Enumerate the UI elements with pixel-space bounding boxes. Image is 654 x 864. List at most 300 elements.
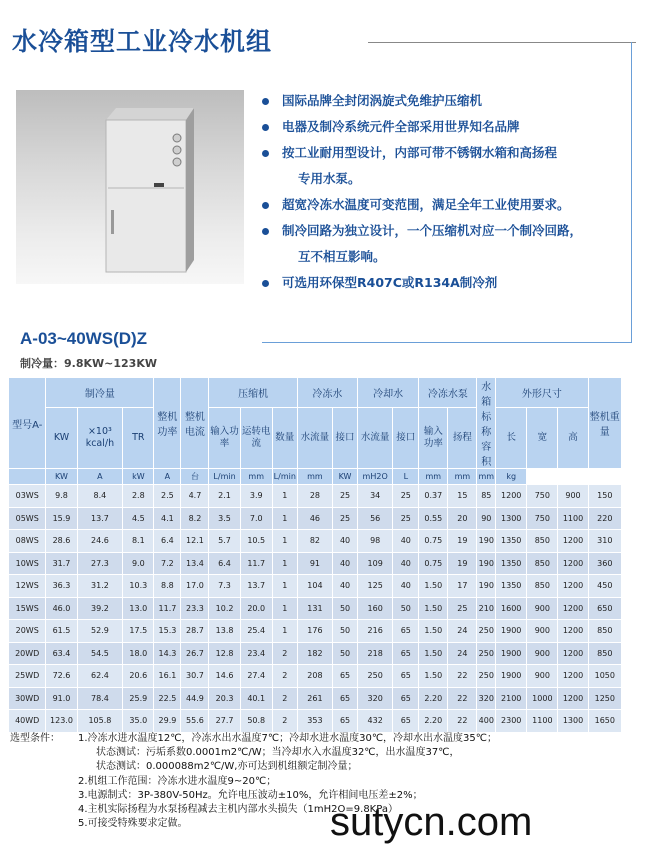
- unit-cell: 台: [181, 469, 209, 485]
- value-cell: 14.3: [154, 642, 181, 665]
- value-cell: 50: [333, 620, 358, 643]
- col-length: 长: [496, 407, 527, 468]
- value-cell: 24.6: [77, 530, 123, 553]
- value-cell: 0.75: [419, 530, 448, 553]
- value-cell: 2: [272, 710, 297, 733]
- col-comp-current: 运转电流: [240, 407, 272, 468]
- value-cell: 40: [333, 575, 358, 598]
- value-cell: 17.5: [123, 620, 154, 643]
- value-cell: 17: [448, 575, 477, 598]
- value-cell: 25: [333, 485, 358, 508]
- value-cell: 62.4: [77, 665, 123, 688]
- value-cell: 104: [297, 575, 332, 598]
- value-cell: 25: [393, 485, 419, 508]
- value-cell: 1200: [558, 575, 588, 598]
- value-cell: 91: [297, 552, 332, 575]
- model-cell: 03WS: [9, 485, 46, 508]
- value-cell: 19: [448, 530, 477, 553]
- value-cell: 1.50: [419, 620, 448, 643]
- value-cell: 40: [393, 552, 419, 575]
- value-cell: 2.20: [419, 710, 448, 733]
- bullet-icon: [262, 228, 269, 235]
- value-cell: 1200: [496, 485, 527, 508]
- col-chilled-flow: 水流量: [297, 407, 332, 468]
- col-cooling-flow: 水流量: [358, 407, 393, 468]
- value-cell: 65: [393, 710, 419, 733]
- col-pump-input: 输入功率: [419, 407, 448, 468]
- value-cell: 8.2: [181, 507, 209, 530]
- value-cell: 63.4: [46, 642, 77, 665]
- value-cell: 54.5: [77, 642, 123, 665]
- value-cell: 0.75: [419, 552, 448, 575]
- col-unit-power: 整机功率: [154, 378, 181, 469]
- notes-label: 选型条件：: [10, 733, 60, 744]
- unit-cell: L/min: [272, 469, 297, 485]
- value-cell: 25.4: [240, 620, 272, 643]
- value-cell: 28: [297, 485, 332, 508]
- feature-text: 制冷回路为独立设计，一个压缩机对应一个制冷回路，: [282, 223, 583, 238]
- bullet-icon: [262, 124, 269, 131]
- value-cell: 22: [448, 687, 477, 710]
- value-cell: 125: [358, 575, 393, 598]
- unit-cell: mm: [448, 469, 477, 485]
- value-cell: 1200: [558, 687, 588, 710]
- value-cell: 105.8: [77, 710, 123, 733]
- value-cell: 2300: [496, 710, 527, 733]
- note-line: 状态测试：0.000088m2℃/W,亦可达到机组额定制冷量；: [96, 761, 358, 773]
- value-cell: 1250: [588, 687, 621, 710]
- value-cell: 40.1: [240, 687, 272, 710]
- value-cell: 360: [588, 552, 621, 575]
- value-cell: 1200: [558, 642, 588, 665]
- model-range: A-03~40WS(D)Z: [20, 329, 148, 348]
- value-cell: 22: [448, 665, 477, 688]
- model-cell: 12WS: [9, 575, 46, 598]
- value-cell: 750: [527, 485, 558, 508]
- value-cell: 190: [477, 575, 496, 598]
- value-cell: 8.8: [154, 575, 181, 598]
- note-line: 2.机组工作范围：冷冻水进水温度9~20℃；: [78, 775, 277, 787]
- value-cell: 25: [333, 507, 358, 530]
- value-cell: 11.7: [240, 552, 272, 575]
- value-cell: 15: [448, 485, 477, 508]
- value-cell: 23.4: [240, 642, 272, 665]
- value-cell: 1: [272, 620, 297, 643]
- value-cell: 65: [393, 642, 419, 665]
- value-cell: 72.6: [46, 665, 77, 688]
- unit-cell: mm: [297, 469, 332, 485]
- value-cell: 12.1: [181, 530, 209, 553]
- product-photo: [16, 90, 244, 284]
- table-row: [9, 665, 622, 688]
- value-cell: 3.9: [240, 485, 272, 508]
- value-cell: 56: [358, 507, 393, 530]
- feature-text: 超宽冷冻水温度可变范围，满足全年工业使用要求。: [282, 197, 570, 212]
- value-cell: 131: [297, 597, 332, 620]
- feature-item: [262, 140, 630, 166]
- feature-text: 电器及制冷系统元件全部采用世界知名品牌: [282, 119, 520, 134]
- value-cell: 1900: [496, 642, 527, 665]
- value-cell: 123.0: [46, 710, 77, 733]
- value-cell: 13.7: [240, 575, 272, 598]
- value-cell: 310: [588, 530, 621, 553]
- model-cell: 20WD: [9, 642, 46, 665]
- col-pump-head: 扬程: [448, 407, 477, 468]
- value-cell: 210: [477, 597, 496, 620]
- value-cell: 20.0: [240, 597, 272, 620]
- value-cell: 1000: [527, 687, 558, 710]
- value-cell: 13.4: [181, 552, 209, 575]
- value-cell: 1200: [558, 597, 588, 620]
- value-cell: 1350: [496, 530, 527, 553]
- value-cell: 31.2: [77, 575, 123, 598]
- value-cell: 18.0: [123, 642, 154, 665]
- value-cell: 8.1: [123, 530, 154, 553]
- unit-cell: A: [154, 469, 181, 485]
- bullet-icon: [262, 280, 269, 287]
- value-cell: 4.5: [123, 507, 154, 530]
- value-cell: 160: [358, 597, 393, 620]
- value-cell: 25.9: [123, 687, 154, 710]
- value-cell: 850: [527, 552, 558, 575]
- value-cell: 1: [272, 530, 297, 553]
- unit-cell: mm: [419, 469, 448, 485]
- value-cell: 36.3: [46, 575, 77, 598]
- value-cell: 25: [448, 597, 477, 620]
- col-cooling-port: 接口: [393, 407, 419, 468]
- value-cell: 24: [448, 620, 477, 643]
- value-cell: 78.4: [77, 687, 123, 710]
- value-cell: 2: [272, 642, 297, 665]
- feature-text: 可选用环保型R407C或R134A制冷剂: [282, 275, 498, 290]
- value-cell: 16.1: [154, 665, 181, 688]
- value-cell: 29.9: [154, 710, 181, 733]
- col-comp-qty: 数量: [272, 407, 297, 468]
- value-cell: 190: [477, 530, 496, 553]
- group-compressor: 压缩机: [209, 378, 297, 408]
- col-model: 型号A-: [9, 378, 46, 469]
- note-line: 5.可接受特殊要求定做。: [78, 818, 188, 830]
- value-cell: 4.1: [154, 507, 181, 530]
- unit-cell: mm: [477, 469, 496, 485]
- value-cell: 85: [477, 485, 496, 508]
- value-cell: 850: [588, 620, 621, 643]
- value-cell: 15.3: [154, 620, 181, 643]
- value-cell: 22: [448, 710, 477, 733]
- value-cell: 23.3: [181, 597, 209, 620]
- col-tank: 水箱标称容积: [477, 378, 496, 469]
- value-cell: 65: [393, 620, 419, 643]
- value-cell: 13.8: [209, 620, 240, 643]
- value-cell: 65: [333, 687, 358, 710]
- table-row: [9, 530, 622, 553]
- feature-text: 按工业耐用型设计，内部可带不锈钢水箱和高扬程: [282, 145, 558, 160]
- feature-item-continued: [262, 166, 630, 192]
- model-cell: 05WS: [9, 507, 46, 530]
- value-cell: 7.3: [209, 575, 240, 598]
- value-cell: 1200: [558, 620, 588, 643]
- value-cell: 850: [527, 530, 558, 553]
- value-cell: 320: [477, 687, 496, 710]
- title-rule: [368, 42, 636, 43]
- col-chilled-port: 接口: [333, 407, 358, 468]
- value-cell: 30.7: [181, 665, 209, 688]
- value-cell: 28.6: [46, 530, 77, 553]
- value-cell: 1: [272, 507, 297, 530]
- value-cell: 12.8: [209, 642, 240, 665]
- value-cell: 1650: [588, 710, 621, 733]
- value-cell: 34: [358, 485, 393, 508]
- model-cell: 08WS: [9, 530, 46, 553]
- value-cell: 250: [477, 620, 496, 643]
- value-cell: 91.0: [46, 687, 77, 710]
- value-cell: 11.7: [154, 597, 181, 620]
- feature-item: [262, 88, 630, 114]
- value-cell: 320: [358, 687, 393, 710]
- value-cell: 46.0: [46, 597, 77, 620]
- feature-item-continued: [262, 244, 630, 270]
- unit-cell: [9, 469, 46, 485]
- value-cell: 7.2: [154, 552, 181, 575]
- value-cell: 39.2: [77, 597, 123, 620]
- value-cell: 1200: [558, 530, 588, 553]
- bullet-icon: [262, 98, 269, 105]
- value-cell: 109: [358, 552, 393, 575]
- value-cell: 40: [393, 530, 419, 553]
- value-cell: 3.5: [209, 507, 240, 530]
- bullet-icon: [262, 202, 269, 209]
- value-cell: 65: [333, 710, 358, 733]
- value-cell: 10.3: [123, 575, 154, 598]
- value-cell: 6.4: [154, 530, 181, 553]
- value-cell: 50: [333, 642, 358, 665]
- group-cooling: 制冷量: [46, 378, 154, 408]
- value-cell: 850: [527, 575, 558, 598]
- model-cell: 40WD: [9, 710, 46, 733]
- frame-right-rule: [631, 42, 632, 342]
- value-cell: 1300: [496, 507, 527, 530]
- value-cell: 250: [477, 665, 496, 688]
- value-cell: 1350: [496, 575, 527, 598]
- value-cell: 27.4: [240, 665, 272, 688]
- feature-text: 专用水泵。: [298, 171, 361, 186]
- value-cell: 261: [297, 687, 332, 710]
- value-cell: 20.3: [209, 687, 240, 710]
- value-cell: 20: [448, 507, 477, 530]
- value-cell: 1600: [496, 597, 527, 620]
- value-cell: 1: [272, 597, 297, 620]
- value-cell: 40: [333, 552, 358, 575]
- feature-text: 国际品牌全封闭涡旋式免维护压缩机: [282, 93, 483, 108]
- value-cell: 218: [358, 642, 393, 665]
- col-kcal: ×10³ kcal/h: [77, 407, 123, 468]
- frame-bottom-rule: [262, 342, 632, 343]
- value-cell: 1: [272, 552, 297, 575]
- value-cell: 850: [588, 642, 621, 665]
- value-cell: 2.5: [154, 485, 181, 508]
- value-cell: 176: [297, 620, 332, 643]
- value-cell: 250: [477, 642, 496, 665]
- value-cell: 13.0: [123, 597, 154, 620]
- value-cell: 46: [297, 507, 332, 530]
- value-cell: 2.20: [419, 687, 448, 710]
- unit-cell: L: [393, 469, 419, 485]
- model-cell: 15WS: [9, 597, 46, 620]
- value-cell: 40: [333, 530, 358, 553]
- value-cell: 1900: [496, 620, 527, 643]
- value-cell: 1300: [558, 710, 588, 733]
- value-cell: 55.6: [181, 710, 209, 733]
- table-row: [9, 642, 622, 665]
- value-cell: 19: [448, 552, 477, 575]
- value-cell: 900: [527, 597, 558, 620]
- value-cell: 182: [297, 642, 332, 665]
- value-cell: 900: [558, 485, 588, 508]
- value-cell: 27.3: [77, 552, 123, 575]
- value-cell: 2: [272, 665, 297, 688]
- value-cell: 0.37: [419, 485, 448, 508]
- note-line: 状态测试：污垢系数0.0001m2℃/W；当冷却水入水温度32℃，出水温度37℃，: [96, 747, 460, 759]
- value-cell: 900: [527, 620, 558, 643]
- value-cell: 27.7: [209, 710, 240, 733]
- value-cell: 1.50: [419, 575, 448, 598]
- capacity-range: 制冷量：9.8KW~123KW: [20, 357, 157, 370]
- value-cell: 9.0: [123, 552, 154, 575]
- table-row: [9, 575, 622, 598]
- group-dimensions: 外形尺寸: [496, 378, 588, 408]
- value-cell: 5.7: [209, 530, 240, 553]
- table-row: [9, 620, 622, 643]
- watermark-text: sutycn.com: [330, 800, 533, 844]
- value-cell: 216: [358, 620, 393, 643]
- value-cell: 65: [393, 665, 419, 688]
- value-cell: 1900: [496, 665, 527, 688]
- value-cell: 1100: [558, 507, 588, 530]
- value-cell: 82: [297, 530, 332, 553]
- value-cell: 35.0: [123, 710, 154, 733]
- value-cell: 1.50: [419, 665, 448, 688]
- value-cell: 650: [588, 597, 621, 620]
- value-cell: 900: [527, 665, 558, 688]
- feature-list: [262, 88, 630, 296]
- value-cell: 90: [477, 507, 496, 530]
- value-cell: 2.1: [209, 485, 240, 508]
- unit-cell: mm: [240, 469, 272, 485]
- col-comp-input: 输入功率: [209, 407, 240, 468]
- value-cell: 31.7: [46, 552, 77, 575]
- unit-cell: KW: [46, 469, 77, 485]
- model-cell: 30WD: [9, 687, 46, 710]
- model-cell: 20WS: [9, 620, 46, 643]
- col-unit-current: 整机电流: [181, 378, 209, 469]
- value-cell: 0.55: [419, 507, 448, 530]
- value-cell: 2100: [496, 687, 527, 710]
- value-cell: 15.9: [46, 507, 77, 530]
- value-cell: 1: [272, 575, 297, 598]
- feature-text: 互不相互影响。: [298, 249, 386, 264]
- group-chilled-pump: 冷冻水泵: [419, 378, 477, 408]
- value-cell: 4.7: [181, 485, 209, 508]
- table-row: [9, 687, 622, 710]
- page-title: 水冷箱型工业冷水机组: [12, 27, 273, 56]
- value-cell: 14.6: [209, 665, 240, 688]
- value-cell: 190: [477, 552, 496, 575]
- feature-item: [262, 218, 630, 244]
- value-cell: 50: [333, 597, 358, 620]
- value-cell: 25: [393, 507, 419, 530]
- feature-item: [262, 192, 630, 218]
- group-chilled-water: 冷冻水: [297, 378, 357, 408]
- value-cell: 98: [358, 530, 393, 553]
- value-cell: 432: [358, 710, 393, 733]
- value-cell: 2: [272, 687, 297, 710]
- units-row: [9, 469, 622, 485]
- value-cell: 17.0: [181, 575, 209, 598]
- value-cell: 1200: [558, 552, 588, 575]
- value-cell: 20.6: [123, 665, 154, 688]
- table-row: [9, 507, 622, 530]
- note-line: 1.冷冻水进水温度12℃，冷冻水出水温度7℃；冷却水进水温度30℃，冷却水出水温度35℃；: [78, 733, 497, 744]
- model-cell: 10WS: [9, 552, 46, 575]
- value-cell: 1100: [527, 710, 558, 733]
- value-cell: 10.5: [240, 530, 272, 553]
- value-cell: 220: [588, 507, 621, 530]
- unit-cell: mH2O: [358, 469, 393, 485]
- col-weight: 整机重量: [588, 378, 621, 469]
- chiller-unit-illustration: [16, 90, 244, 284]
- unit-cell: L/min: [209, 469, 240, 485]
- unit-cell: kg: [496, 469, 527, 485]
- value-cell: 450: [588, 575, 621, 598]
- value-cell: 10.2: [209, 597, 240, 620]
- value-cell: 44.9: [181, 687, 209, 710]
- value-cell: 1.50: [419, 597, 448, 620]
- value-cell: 900: [527, 642, 558, 665]
- col-kw: KW: [46, 407, 77, 468]
- value-cell: 353: [297, 710, 332, 733]
- value-cell: 26.7: [181, 642, 209, 665]
- value-cell: 1050: [588, 665, 621, 688]
- feature-item: [262, 114, 630, 140]
- spec-table: [8, 377, 622, 733]
- value-cell: 65: [393, 687, 419, 710]
- value-cell: 28.7: [181, 620, 209, 643]
- value-cell: 40: [393, 575, 419, 598]
- value-cell: 7.0: [240, 507, 272, 530]
- note-line: 4.主机实际扬程为水泵扬程减去主机内部水头损失（1mH2O=9.8KPa）: [78, 804, 398, 816]
- note-line: 3.电源制式：3P-380V-50Hz。允许电压波动±10%，允许相间电压差±2%；: [78, 789, 423, 801]
- value-cell: 208: [297, 665, 332, 688]
- value-cell: 250: [358, 665, 393, 688]
- value-cell: 150: [588, 485, 621, 508]
- bullet-icon: [262, 150, 269, 157]
- table-row: [9, 552, 622, 575]
- unit-cell: kW: [123, 469, 154, 485]
- value-cell: 2.8: [123, 485, 154, 508]
- value-cell: 65: [333, 665, 358, 688]
- feature-item: [262, 270, 630, 296]
- value-cell: 13.7: [77, 507, 123, 530]
- table-row: [9, 485, 622, 508]
- value-cell: 1.50: [419, 642, 448, 665]
- table-row: [9, 710, 622, 733]
- value-cell: 22.5: [154, 687, 181, 710]
- value-cell: 8.4: [77, 485, 123, 508]
- col-width: 宽: [527, 407, 558, 468]
- value-cell: 750: [527, 507, 558, 530]
- value-cell: 1350: [496, 552, 527, 575]
- col-tr: TR: [123, 407, 154, 468]
